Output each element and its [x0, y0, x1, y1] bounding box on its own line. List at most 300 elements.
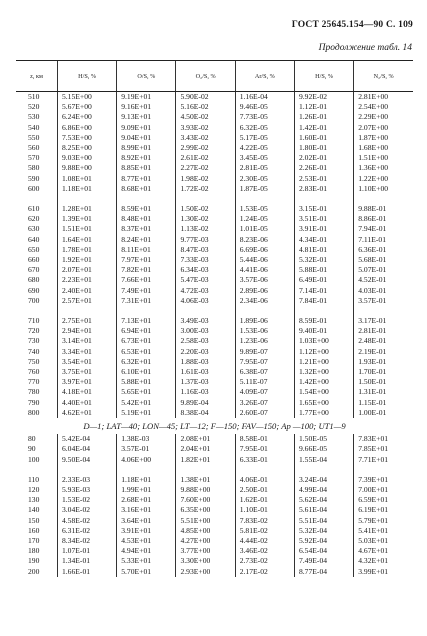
altitude-cell: 690: [28, 285, 40, 295]
value-cell: 2.68E+01: [117, 495, 176, 505]
table-row: [16, 204, 413, 214]
value-cell: 8.47E-03: [176, 245, 235, 255]
value-cell: 4.58E-02: [57, 516, 116, 526]
value-cell: 7.97E+01: [117, 255, 176, 265]
value-cell: 5.42E-04: [57, 434, 116, 444]
value-cell: 1.62E-01: [235, 495, 294, 505]
table-row: [16, 526, 413, 536]
value-cell: 5.32E-01: [294, 255, 353, 265]
value-cell: 1.53E-06: [235, 326, 294, 336]
value-cell: 9.50E-04: [57, 455, 116, 465]
table-row: [16, 133, 413, 143]
value-cell: 1.26E-01: [294, 112, 353, 122]
altitude-cell: 510: [28, 92, 40, 101]
value-cell: 1.72E-02: [176, 184, 235, 194]
value-cell: 1.89E-06: [235, 316, 294, 326]
altitude-cell: 730: [28, 336, 40, 346]
value-cell: 1.51E+01: [57, 224, 116, 234]
block-spacer: [16, 306, 413, 316]
value-cell: 3.17E-01: [354, 316, 413, 326]
table-row: [16, 505, 413, 515]
value-cell: 2.54E+00: [354, 102, 413, 112]
table-row: [16, 153, 413, 163]
value-cell: 3.04E-02: [57, 505, 116, 515]
table-row: [16, 326, 413, 336]
value-cell: 1.87E+00: [354, 133, 413, 143]
table-row: [16, 265, 413, 275]
table-row: [16, 475, 413, 485]
value-cell: 6.31E-02: [57, 526, 116, 536]
table-body-1: [16, 92, 413, 577]
value-cell: 4.62E+01: [57, 408, 116, 418]
table-row: [16, 357, 413, 367]
altitude-cell: 650: [28, 244, 40, 254]
altitude-cell: 90: [28, 444, 36, 454]
value-cell: 2.26E-01: [294, 163, 353, 173]
table-row: [16, 224, 413, 234]
value-cell: 4.50E-02: [176, 112, 235, 122]
value-cell: 1.30E-02: [176, 214, 235, 224]
altitude-cell: 700: [28, 295, 40, 305]
value-cell: 7.82E+01: [117, 265, 176, 275]
value-cell: 1.65E+00: [294, 398, 353, 408]
table-caption: Продолжение табл. 14: [318, 43, 412, 53]
value-cell: 1.50E-05: [294, 434, 353, 444]
value-cell: 5.03E+01: [354, 536, 413, 546]
value-cell: 3.51E-01: [294, 214, 353, 224]
table-row: [16, 286, 413, 296]
value-cell: 3.14E+01: [57, 336, 116, 346]
value-cell: 5.11E-07: [235, 377, 294, 387]
value-cell: 1.10E+00: [354, 184, 413, 194]
value-cell: 8.58E-01: [235, 434, 294, 444]
value-cell: 4.09E-07: [235, 387, 294, 397]
value-cell: 2.40E+01: [57, 286, 116, 296]
column-header: z, км: [16, 61, 57, 92]
table-header-row: [16, 61, 413, 92]
value-cell: 4.94E+01: [117, 546, 176, 556]
value-cell: 1.32E+00: [294, 367, 353, 377]
value-cell: 9.89E-07: [235, 347, 294, 357]
value-cell: 5.19E+01: [117, 408, 176, 418]
column-header: Ar/S, %: [235, 61, 294, 92]
value-cell: 2.07E+01: [57, 265, 116, 275]
value-cell: 8.59E+01: [117, 204, 176, 214]
value-cell: 5.92E-04: [294, 536, 353, 546]
column-header: H/S, %: [57, 61, 116, 92]
value-cell: 5.70E+01: [117, 567, 176, 577]
value-cell: 1.64E+01: [57, 235, 116, 245]
value-cell: 8.99E+01: [117, 143, 176, 153]
value-cell: 8.68E+01: [117, 184, 176, 194]
value-cell: 5.65E+01: [117, 387, 176, 397]
value-cell: 1.54E+00: [294, 387, 353, 397]
value-cell: 9.88E+00: [176, 485, 235, 495]
value-cell: 1.99E+01: [117, 485, 176, 495]
value-cell: 6.38E-07: [235, 367, 294, 377]
altitude-cell: 630: [28, 224, 40, 234]
table-row: [16, 214, 413, 224]
value-cell: 2.81E+00: [354, 92, 413, 103]
table-row: [16, 495, 413, 505]
value-cell: 6.32E-05: [235, 123, 294, 133]
value-cell: 7.94E-01: [354, 224, 413, 234]
altitude-cell: 200: [28, 566, 40, 576]
value-cell: 4.99E-04: [294, 485, 353, 495]
altitude-cell: 670: [28, 265, 40, 275]
value-cell: 5.17E-05: [235, 133, 294, 143]
value-cell: 6.73E+01: [117, 336, 176, 346]
value-cell: 1.55E-04: [294, 455, 353, 465]
value-cell: 2.48E-01: [354, 336, 413, 346]
value-cell: 3.77E+00: [176, 546, 235, 556]
value-cell: 3.97E+01: [57, 377, 116, 387]
data-table: [16, 60, 413, 577]
value-cell: 4.40E+01: [57, 398, 116, 408]
table-row: [16, 184, 413, 194]
value-cell: 3.64E+01: [117, 516, 176, 526]
value-cell: 8.77E-04: [294, 567, 353, 577]
value-cell: 9.04E+01: [117, 133, 176, 143]
value-cell: 9.19E+01: [117, 92, 176, 103]
value-cell: 2.29E+00: [354, 112, 413, 122]
value-cell: 3.57E-06: [235, 275, 294, 285]
table-row: [16, 235, 413, 245]
value-cell: 3.57E-01: [354, 296, 413, 306]
value-cell: 8.59E-01: [294, 316, 353, 326]
value-cell: 1.07E-01: [57, 546, 116, 556]
value-cell: 4.34E-01: [294, 235, 353, 245]
value-cell: 3.15E-01: [294, 204, 353, 214]
value-cell: 3.34E+01: [57, 347, 116, 357]
table-row: [16, 347, 413, 357]
value-cell: 4.22E-05: [235, 143, 294, 153]
value-cell: 3.93E-02: [176, 123, 235, 133]
value-cell: 1.16E-04: [235, 92, 294, 103]
value-cell: 3.46E-02: [235, 546, 294, 556]
value-cell: 2.75E+01: [57, 316, 116, 326]
value-cell: 7.73E-05: [235, 112, 294, 122]
value-cell: 5.07E-01: [354, 265, 413, 275]
value-cell: 5.51E-04: [294, 516, 353, 526]
value-cell: 9.66E-05: [294, 444, 353, 454]
value-cell: 2.57E+01: [57, 296, 116, 306]
value-cell: 9.09E+01: [117, 123, 176, 133]
value-cell: 5.33E+01: [117, 556, 176, 566]
conditions-row: [16, 418, 413, 434]
value-cell: 7.49E+01: [117, 286, 176, 296]
value-cell: 4.32E+01: [354, 556, 413, 566]
value-cell: 7.33E-03: [176, 255, 235, 265]
value-cell: 1.01E-05: [235, 224, 294, 234]
table-row: [16, 112, 413, 122]
value-cell: 1.88E-03: [176, 357, 235, 367]
block-spacer: [16, 194, 413, 204]
value-cell: 1.37E-03: [176, 377, 235, 387]
value-cell: 1.16E-03: [176, 387, 235, 397]
altitude-cell: 590: [28, 173, 40, 183]
value-cell: 1.39E+01: [57, 214, 116, 224]
value-cell: 9.92E-02: [294, 92, 353, 103]
value-cell: 3.91E+01: [117, 526, 176, 536]
altitude-cell: 120: [28, 484, 40, 494]
value-cell: 2.33E-03: [57, 475, 116, 485]
value-cell: 4.06E+00: [117, 455, 176, 465]
altitude-cell: 190: [28, 556, 40, 566]
value-cell: 1.92E+01: [57, 255, 116, 265]
value-cell: 5.42E+01: [117, 398, 176, 408]
value-cell: 4.52E-01: [354, 275, 413, 285]
table-row: [16, 556, 413, 566]
value-cell: 9.88E-01: [354, 204, 413, 214]
value-cell: 1.82E+01: [176, 455, 235, 465]
value-cell: 1.28E+01: [57, 204, 116, 214]
value-cell: 9.89E-04: [176, 398, 235, 408]
value-cell: 9.03E+00: [57, 153, 116, 163]
value-cell: 8.92E+01: [117, 153, 176, 163]
value-cell: 2.94E+01: [57, 326, 116, 336]
value-cell: 7.11E-01: [354, 235, 413, 245]
value-cell: 1.03E+00: [294, 336, 353, 346]
value-cell: 6.54E-04: [294, 546, 353, 556]
altitude-cell: 170: [28, 535, 40, 545]
altitude-cell: 680: [28, 275, 40, 285]
value-cell: 2.53E-01: [294, 174, 353, 184]
altitude-cell: 770: [28, 377, 40, 387]
value-cell: 3.16E+01: [117, 505, 176, 515]
page-header: ГОСТ 25645.154—90 С. 109: [291, 20, 413, 30]
value-cell: 1.98E-02: [176, 174, 235, 184]
value-cell: 7.39E+01: [354, 475, 413, 485]
table-row: [16, 163, 413, 173]
altitude-cell: 160: [28, 525, 40, 535]
value-cell: 9.77E-03: [176, 235, 235, 245]
altitude-cell: 600: [28, 183, 40, 193]
value-cell: 6.53E+01: [117, 347, 176, 357]
value-cell: 2.81E-05: [235, 163, 294, 173]
value-cell: 3.49E-03: [176, 316, 235, 326]
column-header: O/S, %: [117, 61, 176, 92]
value-cell: 2.58E-03: [176, 336, 235, 346]
value-cell: 2.04E+01: [176, 444, 235, 454]
altitude-cell: 530: [28, 112, 40, 122]
value-cell: 3.43E-02: [176, 133, 235, 143]
value-cell: 1.77E+00: [294, 408, 353, 418]
value-cell: 7.83E-02: [235, 516, 294, 526]
value-cell: 7.00E+01: [354, 485, 413, 495]
value-cell: 1.61E-03: [176, 367, 235, 377]
value-cell: 5.32E-04: [294, 526, 353, 536]
table-row: [16, 336, 413, 346]
value-cell: 5.93E-03: [57, 485, 116, 495]
altitude-cell: 150: [28, 515, 40, 525]
value-cell: 1.13E-02: [176, 224, 235, 234]
value-cell: 1.10E-01: [235, 505, 294, 515]
value-cell: 5.81E-02: [235, 526, 294, 536]
altitude-cell: 540: [28, 122, 40, 132]
value-cell: 2.19E-01: [354, 347, 413, 357]
table-row: [16, 434, 413, 444]
altitude-cell: 560: [28, 143, 40, 153]
value-cell: 6.49E-01: [294, 275, 353, 285]
value-cell: 5.67E+00: [57, 102, 116, 112]
value-cell: 8.23E-06: [235, 235, 294, 245]
column-header: N₂/S, %: [354, 61, 413, 92]
value-cell: 2.61E-02: [176, 153, 235, 163]
value-cell: 2.73E-02: [235, 556, 294, 566]
altitude-cell: 610: [28, 204, 40, 214]
column-header: O₂/S, %: [176, 61, 235, 92]
value-cell: 8.86E-01: [354, 214, 413, 224]
altitude-cell: 760: [28, 367, 40, 377]
value-cell: 9.13E+01: [117, 112, 176, 122]
value-cell: 1.53E-02: [57, 495, 116, 505]
altitude-cell: 660: [28, 255, 40, 265]
value-cell: 5.79E+01: [354, 516, 413, 526]
table-row: [16, 485, 413, 495]
value-cell: 2.08E+01: [176, 434, 235, 444]
value-cell: 2.20E-03: [176, 347, 235, 357]
value-cell: 1.31E-01: [354, 387, 413, 397]
altitude-cell: 750: [28, 356, 40, 366]
value-cell: 2.99E-02: [176, 143, 235, 153]
value-cell: 8.48E+01: [117, 214, 176, 224]
value-cell: 4.72E-03: [176, 286, 235, 296]
value-cell: 2.34E-06: [235, 296, 294, 306]
value-cell: 5.15E+00: [57, 92, 116, 103]
value-cell: 8.24E+01: [117, 235, 176, 245]
value-cell: 8.37E+01: [117, 224, 176, 234]
table-row: [16, 275, 413, 285]
value-cell: 2.93E+00: [176, 567, 235, 577]
value-cell: 3.91E-01: [294, 224, 353, 234]
value-cell: 2.07E+00: [354, 123, 413, 133]
value-cell: 4.03E-01: [354, 286, 413, 296]
value-cell: 1.60E-01: [294, 133, 353, 143]
value-cell: 2.83E-01: [294, 184, 353, 194]
table-row: [16, 296, 413, 306]
value-cell: 6.19E+01: [354, 505, 413, 515]
value-cell: 6.33E-01: [235, 455, 294, 465]
value-cell: 2.02E-01: [294, 153, 353, 163]
value-cell: 1.53E-05: [235, 204, 294, 214]
value-cell: 1.18E+01: [117, 475, 176, 485]
value-cell: 3.30E+00: [176, 556, 235, 566]
value-cell: 8.34E-02: [57, 536, 116, 546]
value-cell: 7.14E-01: [294, 286, 353, 296]
value-cell: 1.24E-05: [235, 214, 294, 224]
table-row: [16, 316, 413, 326]
altitude-cell: 720: [28, 326, 40, 336]
value-cell: 2.23E+01: [57, 275, 116, 285]
altitude-cell: 570: [28, 153, 40, 163]
value-cell: 3.24E-04: [294, 475, 353, 485]
value-cell: 7.49E-04: [294, 556, 353, 566]
value-cell: 5.68E-01: [354, 255, 413, 265]
value-cell: 4.41E-06: [235, 265, 294, 275]
table-row: [16, 143, 413, 153]
value-cell: 3.99E+01: [354, 567, 413, 577]
value-cell: 6.32E+01: [117, 357, 176, 367]
value-cell: 6.86E+00: [57, 123, 116, 133]
value-cell: 1.42E-01: [294, 123, 353, 133]
value-cell: 1.12E+00: [294, 347, 353, 357]
altitude-cell: 780: [28, 387, 40, 397]
value-cell: 7.31E+01: [117, 296, 176, 306]
value-cell: 1.21E+00: [294, 357, 353, 367]
altitude-cell: 80: [28, 434, 36, 444]
value-cell: 6.10E+01: [117, 367, 176, 377]
table-row: [16, 102, 413, 112]
value-cell: 1.08E+01: [57, 174, 116, 184]
value-cell: 8.38E-04: [176, 408, 235, 418]
value-cell: 7.71E+01: [354, 455, 413, 465]
value-cell: 8.77E+01: [117, 174, 176, 184]
table-row: [16, 123, 413, 133]
block-spacer: [16, 465, 413, 475]
table-row: [16, 455, 413, 465]
altitude-cell: 100: [28, 454, 40, 464]
value-cell: 7.85E+01: [354, 444, 413, 454]
altitude-cell: 580: [28, 163, 40, 173]
value-cell: 5.47E-03: [176, 275, 235, 285]
altitude-cell: 520: [28, 102, 40, 112]
value-cell: 5.62E-04: [294, 495, 353, 505]
table-row: [16, 516, 413, 526]
value-cell: 1.18E+01: [57, 184, 116, 194]
value-cell: 7.95E-07: [235, 357, 294, 367]
value-cell: 4.18E+01: [57, 387, 116, 397]
value-cell: 7.83E+01: [354, 434, 413, 444]
table-row: [16, 174, 413, 184]
altitude-cell: 640: [28, 234, 40, 244]
table-row: [16, 92, 413, 103]
value-cell: 9.40E-01: [294, 326, 353, 336]
value-cell: 1.78E+01: [57, 245, 116, 255]
value-cell: 1.70E-01: [354, 367, 413, 377]
value-cell: 4.85E+00: [176, 526, 235, 536]
value-cell: 2.17E-02: [235, 567, 294, 577]
table-row: [16, 377, 413, 387]
value-cell: 5.61E-04: [294, 505, 353, 515]
value-cell: 9.16E+01: [117, 102, 176, 112]
value-cell: 3.00E-03: [176, 326, 235, 336]
value-cell: 5.44E-06: [235, 255, 294, 265]
value-cell: 1.34E-01: [57, 556, 116, 566]
value-cell: 3.54E+01: [57, 357, 116, 367]
table-row: [16, 546, 413, 556]
value-cell: 7.66E+01: [117, 275, 176, 285]
value-cell: 7.13E+01: [117, 316, 176, 326]
column-header: H/S, %: [294, 61, 353, 92]
conditions-text: D—1; LAT—40; LON—45; LT—12; F—150; FAV—150; Ap —100; UT1—9: [83, 421, 346, 432]
value-cell: 4.81E-01: [294, 245, 353, 255]
altitude-cell: 130: [28, 495, 40, 505]
value-cell: 1.87E-05: [235, 184, 294, 194]
value-cell: 2.89E-06: [235, 286, 294, 296]
value-cell: 5.16E-02: [176, 102, 235, 112]
table-row: [16, 398, 413, 408]
value-cell: 4.53E+01: [117, 536, 176, 546]
value-cell: 5.88E-01: [294, 265, 353, 275]
value-cell: 6.69E-06: [235, 245, 294, 255]
table-row: [16, 255, 413, 265]
value-cell: 1.93E-01: [354, 357, 413, 367]
table-row: [16, 387, 413, 397]
value-cell: 3.26E-07: [235, 398, 294, 408]
value-cell: 1.38E-03: [117, 434, 176, 444]
value-cell: 7.53E+00: [57, 133, 116, 143]
